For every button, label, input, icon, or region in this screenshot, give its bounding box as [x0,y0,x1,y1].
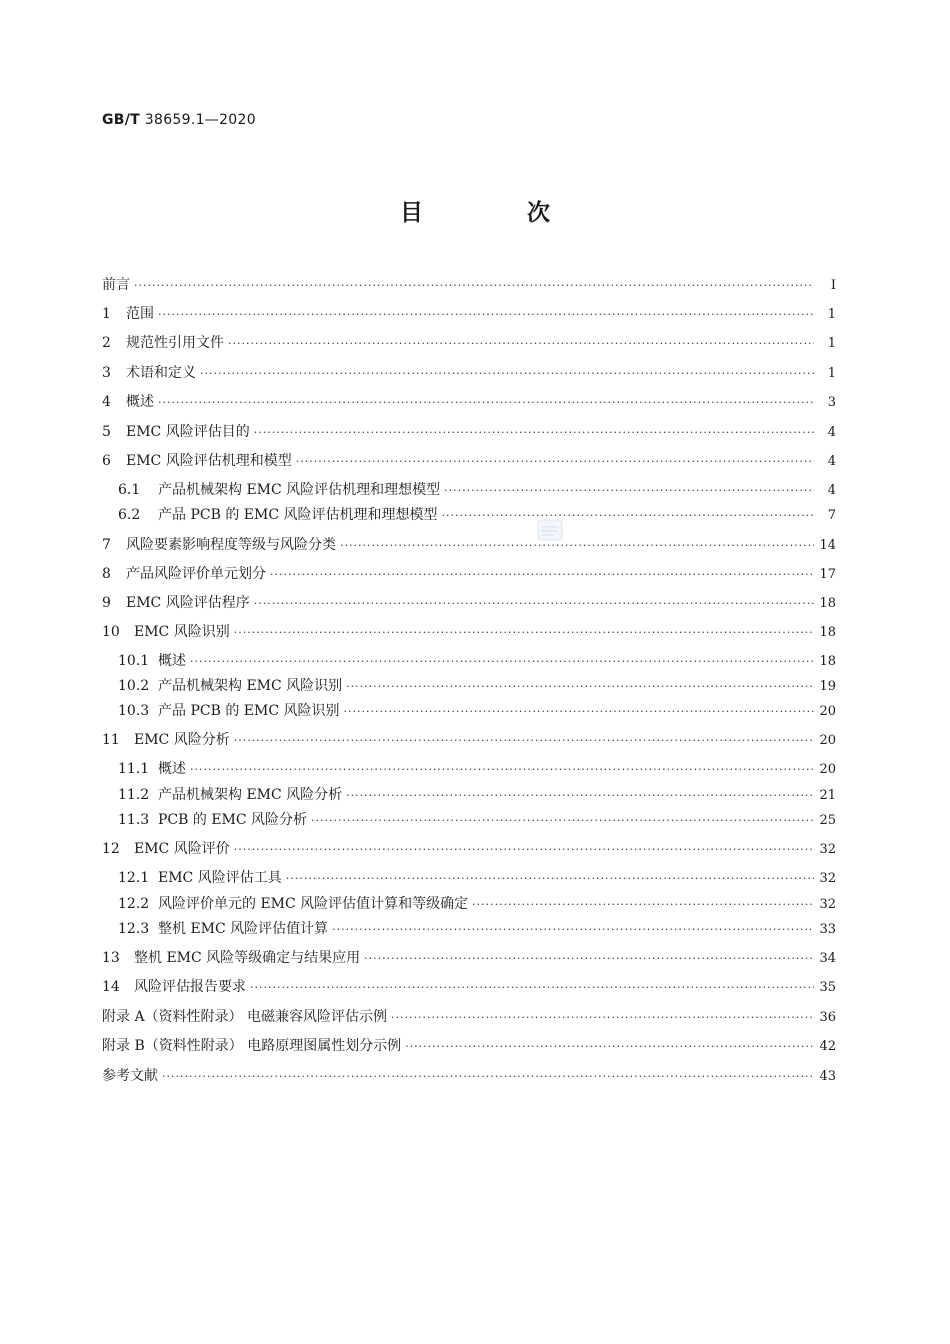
toc-entry-label: 产品 PCB 的 EMC 风险识别 [158,703,340,719]
toc-entry[interactable] [102,332,836,354]
toc-dot-leader [200,363,814,385]
toc-entry-page: 1 [827,307,836,322]
toc-entry-number: 11.1 [118,761,150,777]
toc-entry-page: 18 [819,625,836,640]
toc-entry[interactable] [118,479,836,501]
toc-dot-leader [340,535,814,557]
toc-entry[interactable] [102,1006,836,1028]
toc-entry-page: 3 [827,395,836,410]
toc-entry-label: 产品机械架构 EMC 风险评估机理和理想模型 [158,482,441,498]
toc-entry-number: 1 [102,306,111,322]
toc-entry-number: 7 [102,537,111,553]
toc-entry-label: EMC 风险评估目的 [126,424,250,440]
toc-dot-leader [286,868,814,890]
toc-dot-leader [158,392,814,414]
toc-entry-page: 18 [819,596,836,611]
toc-entry-page: 19 [819,679,836,694]
toc-entry-number: 3 [102,365,111,381]
toc-dot-leader [270,564,814,586]
toc-entry-page: 36 [819,1010,836,1025]
toc-entry-label: 附录 A（资料性附录） 电磁兼容风险评估示例 [102,1009,388,1025]
toc-entry-number: 12.3 [118,921,150,937]
toc-entry-label: 术语和定义 [126,365,196,381]
toc-entry-number: 6 [102,453,111,469]
standard-prefix: GB/T [102,112,141,128]
toc-entry[interactable] [102,450,836,472]
toc-entry-number: 2 [102,335,111,351]
toc-entry-page: 32 [819,897,836,912]
standard-code [102,112,256,128]
toc-entry-number: 5 [102,424,111,440]
toc-entry[interactable] [118,650,836,672]
toc-dot-leader [346,676,814,698]
toc-entry-label: 风险评价单元的 EMC 风险评估值计算和等级确定 [158,896,469,912]
toc-dot-leader [254,422,814,444]
toc-dot-leader [391,1007,814,1029]
toc-entry[interactable] [118,867,836,889]
toc-entry-page: 1 [827,366,836,381]
toc-entry[interactable] [102,1065,836,1087]
toc-entry-number: 10.3 [118,703,150,719]
toc-entry-number: 13 [102,950,120,966]
toc-entry-label: 概述 [158,653,186,669]
toc-entry[interactable] [118,784,836,806]
toc-entry-number: 12.1 [118,870,150,886]
toc-entry-number: 12.2 [118,896,150,912]
toc-entry[interactable] [102,274,836,296]
toc-entry-page: 43 [819,1069,836,1084]
toc-entry[interactable] [102,303,836,325]
toc-entry-label: EMC 风险评估工具 [158,870,282,886]
toc-entry[interactable] [102,592,836,614]
toc-entry-label: 概述 [126,394,154,410]
toc-entry-label: PCB 的 EMC 风险分析 [158,812,308,828]
toc-entry-number: 11.2 [118,787,150,803]
toc-dot-leader [311,810,814,832]
toc-entry-label: 整机 EMC 风险评估值计算 [158,921,329,937]
toc-entry-page: 35 [819,980,836,995]
toc-dot-leader [228,333,814,355]
toc-entry[interactable] [102,729,836,751]
toc-entry-label: 整机 EMC 风险等级确定与结果应用 [134,950,361,966]
toc-dot-leader [250,977,814,999]
toc-entry-number: 11.3 [118,812,150,828]
toc-entry-label: EMC 风险评估程序 [126,595,250,611]
toc-entry-page: 4 [827,425,836,440]
toc-entry-label: EMC 风险识别 [134,624,230,640]
toc-dot-leader [442,505,815,527]
toc-entry-label: 规范性引用文件 [126,335,224,351]
toc-entry-number: 10 [102,624,120,640]
toc-entry-page: 18 [819,654,836,669]
toc-dot-leader [344,701,815,723]
standard-number: 38659.1—2020 [144,112,256,128]
toc-entry[interactable] [102,1035,836,1057]
toc-entry-number: 11 [102,732,120,748]
toc-entry-number: 6.1 [118,482,141,498]
toc-entry-number: 8 [102,566,111,582]
toc-entry[interactable] [102,391,836,413]
toc-entry-page: 4 [827,483,836,498]
toc-entry-page: 4 [827,454,836,469]
toc-entry-label: 产品机械架构 EMC 风险识别 [158,678,343,694]
toc-entry-number: 10.2 [118,678,150,694]
toc-entry-label: EMC 风险评估机理和模型 [126,453,292,469]
toc-entry-number: 4 [102,394,111,410]
toc-entry-page: 33 [819,922,836,937]
toc-entry-page: 32 [819,871,836,886]
toc-entry-label: 附录 B（资料性附录） 电路原理图属性划分示例 [102,1038,402,1054]
toc-entry[interactable] [102,947,836,969]
toc-dot-leader [472,894,814,916]
toc-entry[interactable] [102,421,836,443]
sac-watermark-icon [537,519,563,541]
toc-entry-page: 25 [819,813,836,828]
toc-dot-leader [332,919,814,941]
toc-entry-label: 范围 [126,306,154,322]
toc-entry-page: 17 [819,567,836,582]
toc-entry[interactable] [102,838,836,860]
toc-entry-page: 20 [819,762,836,777]
toc-entry-page: 20 [819,733,836,748]
toc-dot-leader [134,275,814,297]
toc-dot-leader [190,759,814,781]
toc-dot-leader [162,1066,814,1088]
toc-entry[interactable] [118,918,836,940]
toc-entry-page: 42 [819,1039,836,1054]
toc-entry-label: 产品机械架构 EMC 风险分析 [158,787,343,803]
toc-entry[interactable] [118,758,836,780]
toc-entry[interactable] [102,534,836,556]
toc-dot-leader [158,304,814,326]
toc-entry[interactable] [102,976,836,998]
toc-dot-leader [234,839,814,861]
toc-dot-leader [444,480,814,502]
toc-dot-leader [346,785,814,807]
toc-entry-label: 风险要素影响程度等级与风险分类 [126,537,336,553]
toc-entry-page: 7 [827,508,836,523]
toc-entry[interactable] [118,700,836,722]
toc-dot-leader [234,622,814,644]
toc-entry[interactable] [118,675,836,697]
toc-dot-leader [234,730,814,752]
toc-dot-leader [364,948,814,970]
toc-entry-label: EMC 风险分析 [134,732,230,748]
toc-dot-leader [405,1036,814,1058]
toc-dot-leader [254,593,814,615]
toc-entry-label: 产品 PCB 的 EMC 风险评估机理和理想模型 [158,507,438,523]
toc-entry-number: 6.2 [118,507,141,523]
toc-entry[interactable] [118,893,836,915]
toc-entry-label: 产品风险评价单元划分 [126,566,266,582]
toc-entry[interactable] [118,809,836,831]
toc-entry-page: 34 [819,951,836,966]
toc-entry-label: EMC 风险评价 [134,841,230,857]
toc-entry-page: 14 [819,538,836,553]
toc-entry-number: 14 [102,979,120,995]
toc-entry[interactable] [102,563,836,585]
toc-dot-leader [190,651,814,673]
toc-entry-number: 10.1 [118,653,150,669]
toc-entry[interactable] [118,504,836,526]
toc-entry-page: Ⅰ [830,278,836,293]
page-title: 目 次 [399,200,598,226]
toc-entry-number: 12 [102,841,120,857]
toc-dot-leader [296,451,814,473]
toc-entry-number: 9 [102,595,111,611]
toc-entry[interactable] [102,621,836,643]
toc-entry-label: 前言 [102,277,130,293]
toc-entry-page: 21 [819,788,836,803]
toc-entry-page: 1 [827,336,836,351]
toc-entry-page: 20 [819,704,836,719]
toc-entry-label: 风险评估报告要求 [134,979,246,995]
toc-entry-page: 32 [819,842,836,857]
toc-entry-label: 参考文献 [102,1068,158,1084]
toc-entry[interactable] [102,362,836,384]
toc-entry-label: 概述 [158,761,186,777]
